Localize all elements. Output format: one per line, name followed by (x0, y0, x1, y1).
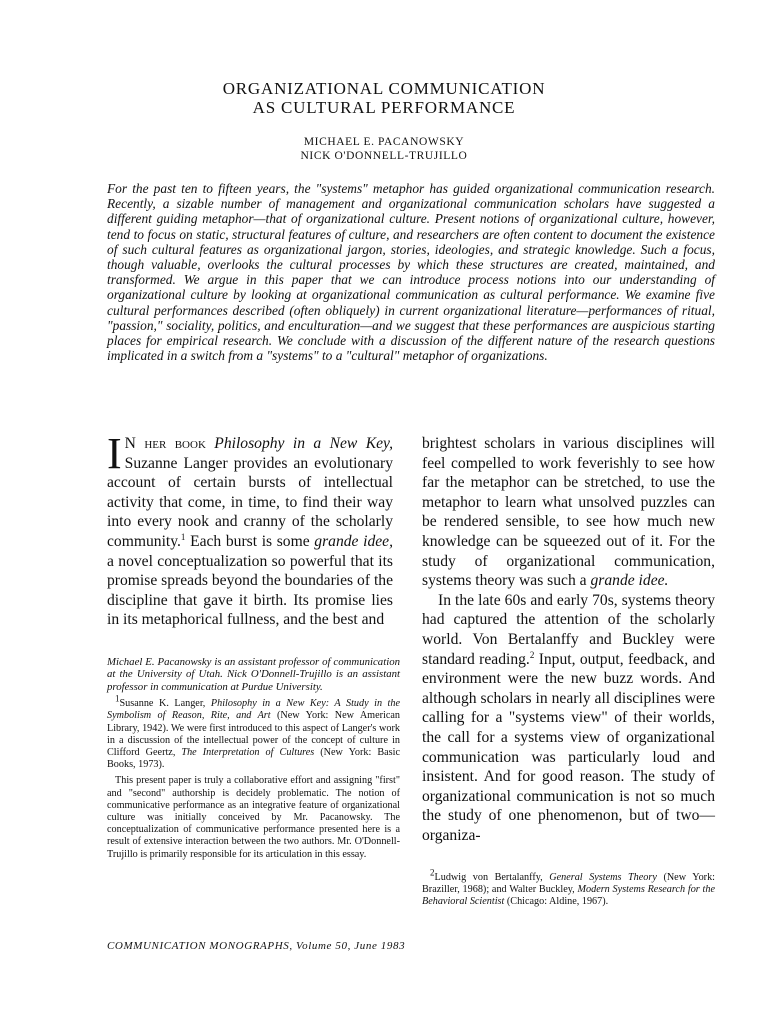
body-text: brightest scholars in various disciplines will feel compelled to work feverishly to see how far the metaphor can be stretched, to use the metaphor to learn what unsolved puzzles can be rendered sensible, to see how much new knowledge can be squeezed out of it. For the study of organizational communication, systems theory was such a (422, 435, 715, 590)
author-name-2: NICK O'DONNELL-TRUJILLO (300, 150, 468, 162)
footnote-2 (422, 867, 715, 909)
body-text: a novel conceptualization so powerful that its promise spreads beyond the boundaries of the discipline that gave it birth. Its promise lies in its metaphorical fullness, and the best and (107, 552, 393, 629)
footnote-text: (New York: New American Library, 1942). We were first introduced to this aspect of Langer's work in a discussion of the intellectual power of the concept of culture in Clifford Geertz, (107, 710, 400, 759)
footnotes-right (422, 867, 715, 913)
footnote-ref: 1 (180, 531, 186, 542)
article-title-line-2: AS CULTURAL PERFORMANCE (252, 98, 516, 117)
footnote-number: 2 (430, 867, 435, 878)
footnote-number: 1 (115, 693, 120, 704)
italic-term: grande idee, (314, 532, 393, 550)
body-column-right (422, 434, 715, 845)
footnote-book-title: Philosophy in a New Key: A Study in the Symbolism of Reason, Rite, and Art (107, 698, 400, 722)
footnote-book-title: The Interpretation of Cultures (181, 747, 315, 759)
footnote-book-title: General Systems Theory (549, 872, 657, 883)
journal-footer: COMMUNICATION MONOGRAPHS, Volume 50, June 1983 (107, 940, 406, 952)
abstract: For the past ten to fifteen years, the "systems" metaphor has guided organizational communication research. Recently, a sizable number of management and organizational communication scholars have suggested a different guiding metaphor—that of organizational culture. Present notions of organizational culture, however, tend to focus on static, structural features of culture, and researchers are often content to document the existence of such cultural features as organizational jargon, stories, ideologies, and strategic knowledge. Such a focus, though valuable, overlooks the cultural processes by which these structures are created, maintained, and transformed. We argue in this paper that we can introduce process notions into our understanding of organizational culture by looking at organizational communication as cultural performance. We examine five cultural performances described (often obliquely) in current organizational literature—performances of ritual, "passion," sociality, politics, and enculturation—and we suggest that these performances are auspicious starting places for empirical research. We conclude with a discussion of the different nature of the research questions implicated in a switch from a "systems" to a "cultural" metaphor of organizations. (107, 181, 715, 364)
book-title: Philosophy in a New Key, (214, 435, 393, 452)
italic-term: grande idee. (590, 572, 669, 590)
footnote-collaboration: This present paper is truly a collaborative effort and assigning "first" and "second" authorship is decidely problematic. The notion of communicative performance as an integrative feature of organizational culture was initially conceived by Mr. Pacanowsky. The conceptualization of communicative performance presented here is a result of extensive interaction between the two authors. Mr. O'Donnell-Trujillo is primarily responsible for its articulation in this essay. (107, 775, 400, 860)
article-title-line-1: ORGANIZATIONAL COMMUNICATION (222, 79, 546, 98)
body-paragraph (422, 591, 715, 846)
body-column-left (107, 429, 393, 630)
footnote-text: (New York: Basic Books, 1973). (107, 747, 400, 771)
body-paragraph (422, 434, 715, 591)
body-text: N her book (124, 435, 215, 452)
footnote-text: Ludwig von Bertalanffy, (434, 872, 550, 883)
body-text: In the late 60s and early 70s, systems theory had captured the attention of the scholarly world. Von Bertalanffy and Buckley were standard reading. (422, 591, 715, 668)
footnotes-left (107, 656, 400, 865)
footnote-book-title: Modern Systems Research for the Behavioral Scientist (422, 884, 715, 908)
footnote-text: (Chicago: Aldine, 1967). (504, 896, 609, 908)
footnote-1 (107, 693, 400, 771)
body-paragraph (107, 429, 393, 630)
body-text: Suzanne Langer provides an evolutionary account of certain bursts of intellectual activity that come, in time, to find their way into every nook and cranny of the scholarly community. (107, 454, 393, 550)
body-text: Each burst is some (185, 532, 315, 550)
drop-cap: I (107, 429, 122, 478)
author-bio: Michael E. Pacanowsky is an assistant professor of communication at the University of Utah. Nick O'Donnell-Trujillo is an assistant professor in communication at Purdue University. (107, 656, 400, 693)
author-name-1: MICHAEL E. PACANOWSKY (303, 136, 465, 148)
footnote-text: (New York: Braziller, 1968); and Walter Buckley, (422, 872, 715, 896)
footnote-ref: 2 (529, 649, 535, 660)
body-text: Input, output, feedback, and environment were the new buzz words. And although scholars in nearly all disciplines were calling for a "systems view" of their worlds, the call for a systems view of organizational communication was particularly loud and insistent. And for good reason. The study of organizational communication is not so much the study of one phenomenon, but of two—organiza- (422, 650, 715, 844)
footnote-text: Susanne K. Langer, (119, 698, 211, 710)
